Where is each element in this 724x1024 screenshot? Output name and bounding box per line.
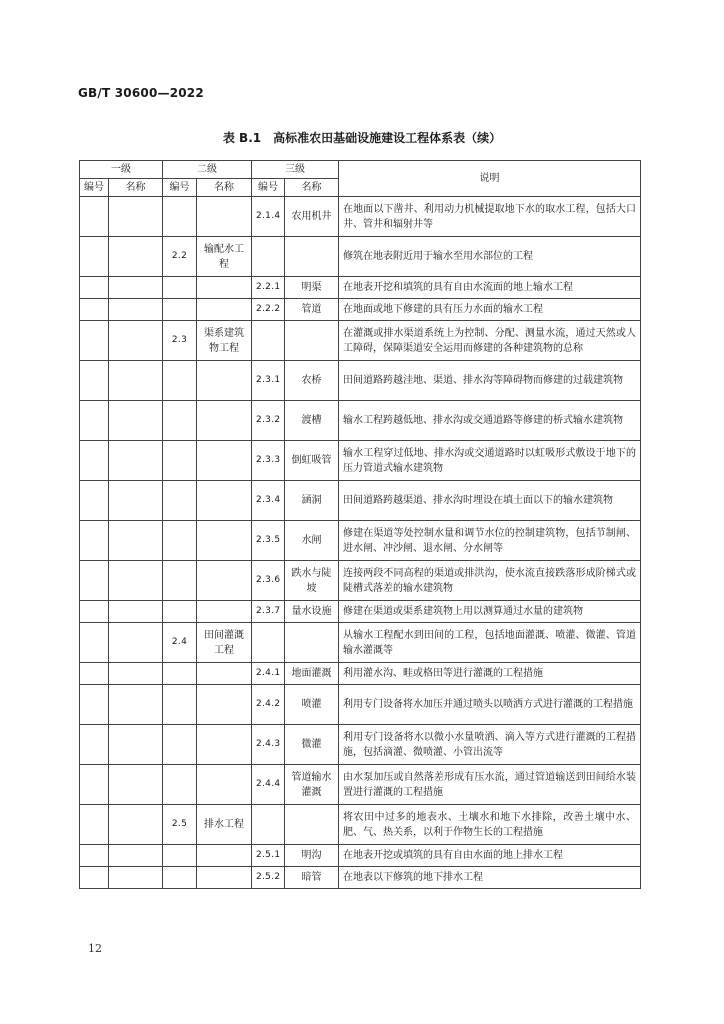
header-level1: 一级 [80,161,163,179]
table-row [80,321,641,361]
level3-name-cell: 农用机井 [285,197,339,237]
level3-code-cell: 2.1.4 [252,197,285,237]
table-row [80,867,641,889]
level2-name-cell [197,685,252,725]
level2-name-cell [197,845,252,867]
level3-code-cell: 2.3.3 [252,441,285,481]
level2-code-cell [163,481,197,521]
description-cell: 修建在渠道或渠系建筑物上用以测算通过水量的建筑物 [339,601,641,623]
level1-code-cell [80,805,109,845]
table-row [80,521,641,561]
level3-code-cell: 2.3.6 [252,561,285,601]
header-level3: 三级 [252,161,339,179]
level3-name-cell [285,321,339,361]
level2-name-cell [197,561,252,601]
description-cell: 在地表开挖或填筑的具有自由水面的地上排水工程 [339,845,641,867]
table-title: 表 B.1 高标准农田基础设施建设工程体系表（续） [222,131,502,145]
standard-code-header: GB/T 30600—2022 [78,86,204,100]
level3-name-cell: 明渠 [285,277,339,299]
header-row-levels [80,161,641,179]
level3-name-cell: 管道 [285,299,339,321]
level1-code-cell [80,197,109,237]
description-cell: 在地面以下凿井、利用动力机械提取地下水的取水工程，包括大口井、管井和辐射井等 [339,197,641,237]
level1-name-cell [109,237,163,277]
level1-code-cell [80,867,109,889]
level1-name-cell [109,725,163,765]
description-cell: 田间道路跨越渠道、排水沟时埋设在填土面以下的输水建筑物 [339,481,641,521]
level2-code-cell [163,521,197,561]
level1-name-cell [109,561,163,601]
level3-code-cell: 2.4.3 [252,725,285,765]
header-level3-code: 编号 [252,179,285,197]
level2-name-cell [197,601,252,623]
header-level3-name: 名称 [285,179,339,197]
table-row [80,725,641,765]
level2-code-cell [163,845,197,867]
table-row [80,361,641,401]
table-row [80,601,641,623]
level3-code-cell: 2.2.2 [252,299,285,321]
level3-name-cell: 喷灌 [285,685,339,725]
level1-name-cell [109,663,163,685]
level3-code-cell: 2.3.7 [252,601,285,623]
level2-name-cell [197,277,252,299]
description-cell: 田间道路跨越洼地、渠道、排水沟等障碍物而修建的过载建筑物 [339,361,641,401]
level3-code-cell [252,623,285,663]
table-body [80,197,641,889]
level2-name-cell [197,765,252,805]
level1-code-cell [80,299,109,321]
level1-code-cell [80,321,109,361]
description-cell: 修筑在地表附近用于输水至用水部位的工程 [339,237,641,277]
table-row [80,685,641,725]
level1-name-cell [109,805,163,845]
level2-code-cell [163,441,197,481]
level1-code-cell [80,561,109,601]
table-row [80,481,641,521]
level3-name-cell: 倒虹吸管 [285,441,339,481]
level3-code-cell: 2.2.1 [252,277,285,299]
level2-name-cell: 田间灌溉工程 [197,623,252,663]
header-level2: 二级 [163,161,252,179]
level2-code-cell [163,663,197,685]
level2-name-cell [197,401,252,441]
level1-name-cell [109,299,163,321]
level3-name-cell: 水闸 [285,521,339,561]
level2-code-cell: 2.4 [163,623,197,663]
level1-name-cell [109,623,163,663]
level2-name-cell [197,361,252,401]
table-header [80,161,641,197]
level3-code-cell: 2.3.5 [252,521,285,561]
table-row [80,845,641,867]
level1-name-cell [109,765,163,805]
level2-name-cell [197,521,252,561]
table-row [80,623,641,663]
table-row [80,237,641,277]
level1-name-cell [109,401,163,441]
level3-name-cell: 地面灌溉 [285,663,339,685]
level3-code-cell: 2.4.4 [252,765,285,805]
level1-name-cell [109,481,163,521]
description-cell: 利用灌水沟、畦或格田等进行灌溉的工程措施 [339,663,641,685]
level2-name-cell: 输配水工程 [197,237,252,277]
level2-name-cell [197,299,252,321]
description-cell: 输水工程穿过低地、排水沟或交通道路时以虹吸形式敷设于地下的压力管道式输水建筑物 [339,441,641,481]
level1-code-cell [80,401,109,441]
description-cell: 在灌溉或排水渠道系统上为控制、分配、测量水流，通过天然或人工障碍，保障渠道安全运用而修建的各种建筑物的总称 [339,321,641,361]
description-cell: 修建在渠道等处控制水量和调节水位的控制建筑物，包括节制闸、进水闸、冲沙闸、退水闸、分水闸等 [339,521,641,561]
level1-name-cell [109,321,163,361]
level1-name-cell [109,845,163,867]
level2-code-cell [163,277,197,299]
header-level2-code: 编号 [163,179,197,197]
table-row [80,299,641,321]
level1-code-cell [80,277,109,299]
level1-name-cell [109,685,163,725]
level2-code-cell [163,765,197,805]
table-row [80,663,641,685]
table-row [80,277,641,299]
level3-name-cell: 跌水与陡坡 [285,561,339,601]
table-row [80,441,641,481]
level2-code-cell [163,867,197,889]
description-cell: 输水工程跨越低地、排水沟或交通道路等修建的桥式输水建筑物 [339,401,641,441]
level2-code-cell: 2.3 [163,321,197,361]
level1-code-cell [80,601,109,623]
description-cell: 从输水工程配水到田间的工程，包括地面灌溉、喷灌、微灌、管道输水灌溉等 [339,623,641,663]
level1-code-cell [80,441,109,481]
level2-name-cell: 排水工程 [197,805,252,845]
level2-name-cell [197,441,252,481]
level1-name-cell [109,867,163,889]
page-number: 12 [88,942,102,955]
level1-code-cell [80,521,109,561]
table-row [80,765,641,805]
level3-code-cell [252,237,285,277]
level1-code-cell [80,765,109,805]
level3-name-cell: 明沟 [285,845,339,867]
level3-name-cell [285,237,339,277]
description-cell: 利用专门设备将水以微小水量喷洒、滴入等方式进行灌溉的工程措施，包括滴灌、微喷灌、小管出流等 [339,725,641,765]
level3-code-cell [252,805,285,845]
level1-code-cell [80,725,109,765]
level3-name-cell: 渡槽 [285,401,339,441]
header-level1-name: 名称 [109,179,163,197]
table-row [80,805,641,845]
engineering-system-table [79,160,641,889]
level1-code-cell [80,845,109,867]
level2-code-cell [163,401,197,441]
level1-name-cell [109,277,163,299]
level1-name-cell [109,197,163,237]
level1-code-cell [80,663,109,685]
level1-code-cell [80,481,109,521]
level3-code-cell: 2.3.4 [252,481,285,521]
description-cell: 在地表开挖和填筑的具有自由水流面的地上输水工程 [339,277,641,299]
level1-name-cell [109,361,163,401]
level2-name-cell: 渠系建筑物工程 [197,321,252,361]
level2-code-cell: 2.2 [163,237,197,277]
level3-name-cell [285,805,339,845]
level1-code-cell [80,685,109,725]
level3-code-cell: 2.5.1 [252,845,285,867]
level3-code-cell: 2.4.1 [252,663,285,685]
table-row [80,401,641,441]
table-row [80,561,641,601]
level1-code-cell [80,623,109,663]
level3-name-cell: 农桥 [285,361,339,401]
level3-code-cell [252,321,285,361]
level1-name-cell [109,521,163,561]
level3-name-cell: 微灌 [285,725,339,765]
level2-code-cell [163,561,197,601]
level1-code-cell [80,361,109,401]
level2-name-cell [197,481,252,521]
level3-name-cell: 涵洞 [285,481,339,521]
level3-code-cell: 2.5.2 [252,867,285,889]
header-level1-code: 编号 [80,179,109,197]
level3-code-cell: 2.4.2 [252,685,285,725]
level2-name-cell [197,663,252,685]
level3-name-cell: 量水设施 [285,601,339,623]
description-cell: 在地表以下修筑的地下排水工程 [339,867,641,889]
level3-name-cell [285,623,339,663]
description-cell: 将农田中过多的地表水、土壤水和地下水排除，改善土壤中水、肥、气、热关系，以利于作物生长的工程措施 [339,805,641,845]
description-cell: 连接两段不同高程的渠道或排洪沟，使水流直接跌落形成阶梯式或陡槽式落差的输水建筑物 [339,561,641,601]
table-row [80,197,641,237]
level3-name-cell: 暗管 [285,867,339,889]
level3-code-cell: 2.3.2 [252,401,285,441]
level2-code-cell [163,361,197,401]
description-cell: 由水泵加压或自然落差形成有压水流，通过管道输送到田间给水装置进行灌溉的工程措施 [339,765,641,805]
description-cell: 利用专门设备将水加压并通过喷头以喷洒方式进行灌溉的工程措施 [339,685,641,725]
level1-name-cell [109,441,163,481]
header-level2-name: 名称 [197,179,252,197]
level1-code-cell [80,237,109,277]
level3-code-cell: 2.3.1 [252,361,285,401]
level1-name-cell [109,601,163,623]
level2-code-cell: 2.5 [163,805,197,845]
level2-name-cell [197,197,252,237]
level2-code-cell [163,299,197,321]
level2-code-cell [163,725,197,765]
header-description: 说明 [339,161,641,197]
level3-name-cell: 管道输水灌溉 [285,765,339,805]
level2-name-cell [197,725,252,765]
level2-code-cell [163,685,197,725]
level2-code-cell [163,601,197,623]
description-cell: 在地面或地下修建的具有压力水面的输水工程 [339,299,641,321]
level2-name-cell [197,867,252,889]
level2-code-cell [163,197,197,237]
